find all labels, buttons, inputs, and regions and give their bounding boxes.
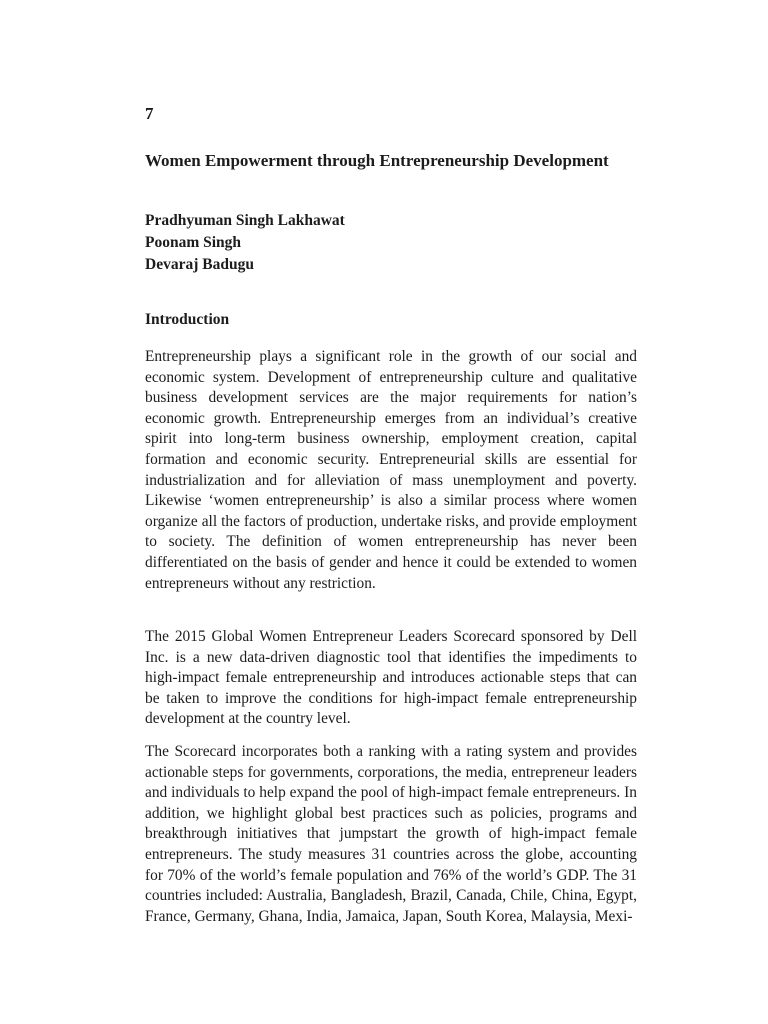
chapter-title: Women Empowerment through Entrepreneurship Development [145,151,609,170]
body-paragraph: The 2015 Global Women Entrepreneur Leaders Scorecard sponsored by Dell Inc. is a new data-driven diagnostic tool that identifies the impediments to high-impact female entrepreneurship and introduces actionable steps that can be taken to improve the conditions for high-impact female entrepreneurship development at the country level. [145,628,637,728]
author-name: Pradhyuman Singh Lakhawat [145,212,345,229]
body-paragraph: The Scorecard incorporates both a ranking with a rating system and provides actionable steps for governments, corporations, the media, entrepreneur leaders and individuals to help expand the pool of high-impact female entrepreneurs. In addition, we highlight global best practices such as policies, programs and breakthrough initiatives that jumpstart the growth of high-impact female entrepreneurs. The study measures 31 countries across the globe, accounting for 70% of the world’s female population and 76% of the world’s GDP. The 31 countries included: Australia, Bangladesh, Brazil, Canada, Chile, China, Egypt, France, Germany, Ghana, India, Jamaica, Japan, South Korea, Malaysia, Mexi- [145,743,637,925]
author-name: Devaraj Badugu [145,256,254,273]
section-heading: Introduction [145,311,230,328]
author-list [145,210,345,276]
chapter-number: 7 [145,104,154,123]
author-name: Poonam Singh [145,234,242,251]
body-paragraph: Entrepreneurship plays a significant role in the growth of our social and economic system. Development of entrepreneurship culture and qualitative business development services are the major requirements for nation’s economic growth. Entrepreneurship emerges from an individual’s creative spirit into long-term business ownership, employment creation, capital formation and economic security. Entrepreneurial skills are essential for industrialization and for alleviation of mass unemployment and poverty. Likewise ‘women entrepreneurship’ is also a similar process where women organize all the factors of production, undertake risks, and provide employment to society. The definition of women entrepreneurship has never been differentiated on the basis of gender and hence it could be extended to women entrepreneurs without any restriction. [145,348,637,592]
